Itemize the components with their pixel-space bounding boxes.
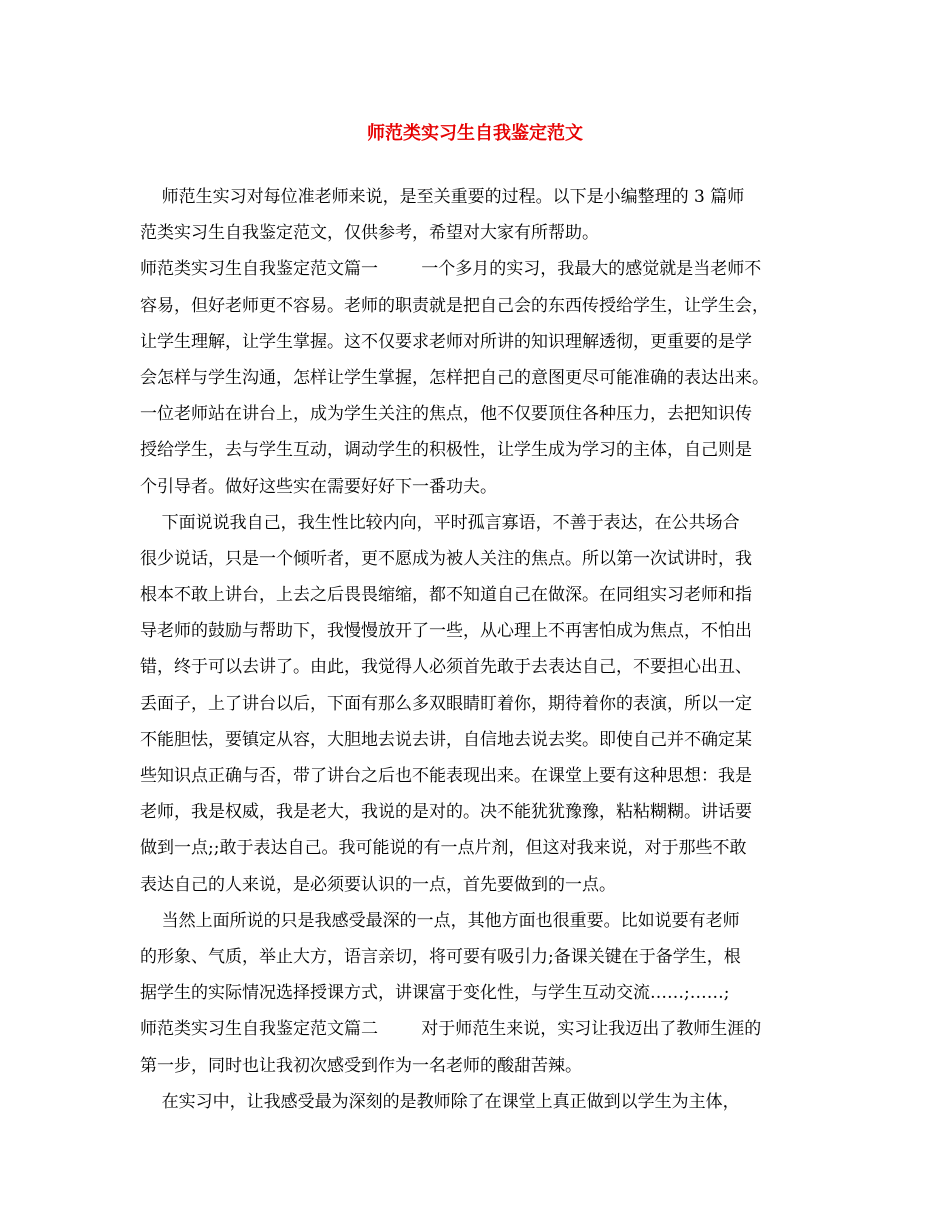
body-line: 个引导者。做好这些实在需要好好下一番功夫。: [140, 476, 497, 497]
body-line: 丢面子，上了讲台以后，下面有那么多双眼睛盯着你，期待着你的表演，所以一定: [140, 693, 752, 714]
body-line: 导老师的鼓励与帮助下，我慢慢放开了一些，从心理上不再害怕成为焦点，不怕出: [140, 621, 752, 642]
body-line: 师范类实习生自我鉴定范文篇一 一个多月的实习，我最大的感觉就是当老师不: [140, 259, 762, 280]
body-line: 做到一点;;敢于表达自己。我可能说的有一点片剂，但这对我来说，对于那些不敢: [140, 838, 747, 859]
body-line: 容易，但好老师更不容易。老师的职责就是把自己会的东西传授给学生，让学生会，: [140, 295, 769, 316]
body-line: 授给学生，去与学生互动，调动学生的积极性，让学生成为学习的主体，自己则是: [140, 440, 752, 461]
body-line: 当然上面所说的只是我感受最深的一点，其他方面也很重要。比如说要有老师: [140, 910, 740, 931]
body-line: 表达自己的人来说，是必须要认识的一点，首先要做到的一点。: [140, 874, 616, 895]
body-line: 错，终于可以去讲了。由此，我觉得人必须首先敢于去表达自己，不要担心出丑、: [140, 657, 752, 678]
body-line: 据学生的实际情况选择授课方式，讲课富于变化性，与学生互动交流……;……;: [140, 983, 730, 1004]
body-line: 在实习中，让我感受最为深刻的是教师除了在课堂上真正做到以学生为主体，: [140, 1091, 740, 1112]
body-line: 些知识点正确与否，带了讲台之后也不能表现出来。在课堂上要有这种思想：我是: [140, 766, 752, 786]
body-line: 根本不敢上讲台，上去之后畏畏缩缩，都不知道自己在做深。在同组实习老师和指: [140, 585, 752, 606]
body-line: 老师，我是权威，我是老大，我说的是对的。决不能犹犹豫豫，粘粘糊糊。讲话要: [140, 802, 752, 823]
document-body: [140, 179, 830, 1120]
body-line: 一位老师站在讲台上，成为学生关注的焦点，他不仅要顶住各种压力，去把知识传: [140, 404, 752, 425]
body-line: 师范生实习对每位准老师来说，是至关重要的过程。以下是小编整理的 3 篇师: [140, 187, 745, 207]
body-line: 范类实习生自我鉴定范文，仅供参考，希望对大家有所帮助。: [140, 223, 599, 244]
body-line: 会怎样与学生沟通，怎样让学生掌握，怎样把自己的意图更尽可能准确的表达出来。: [140, 367, 769, 388]
body-line: 让学生理解，让学生掌握。这不仅要求老师对所讲的知识理解透彻，更重要的是学: [140, 331, 752, 352]
document-title: 师范类实习生自我鉴定范文: [367, 123, 583, 144]
body-line: 师范类实习生自我鉴定范文篇二 对于师范生来说，实习让我迈出了教师生涯的: [140, 1019, 762, 1040]
body-line: 不能胆怯，要镇定从容，大胆地去说去讲，自信地去说去奖。即使自己并不确定某: [140, 729, 752, 750]
body-line: 下面说说我自己，我生性比较内向，平时孤言寡语，不善于表达，在公共场合: [140, 512, 740, 533]
body-line: 很少说话，只是一个倾听者，更不愿成为被人关注的焦点。所以第一次试讲时，我: [140, 548, 752, 569]
body-line: 第一步，同时也让我初次感受到作为一名老师的酸甜苦辣。: [140, 1055, 582, 1076]
body-line: 的形象、气质，举止大方，语言亲切，将可要有吸引力;备课关键在于备学生，根: [140, 946, 741, 967]
